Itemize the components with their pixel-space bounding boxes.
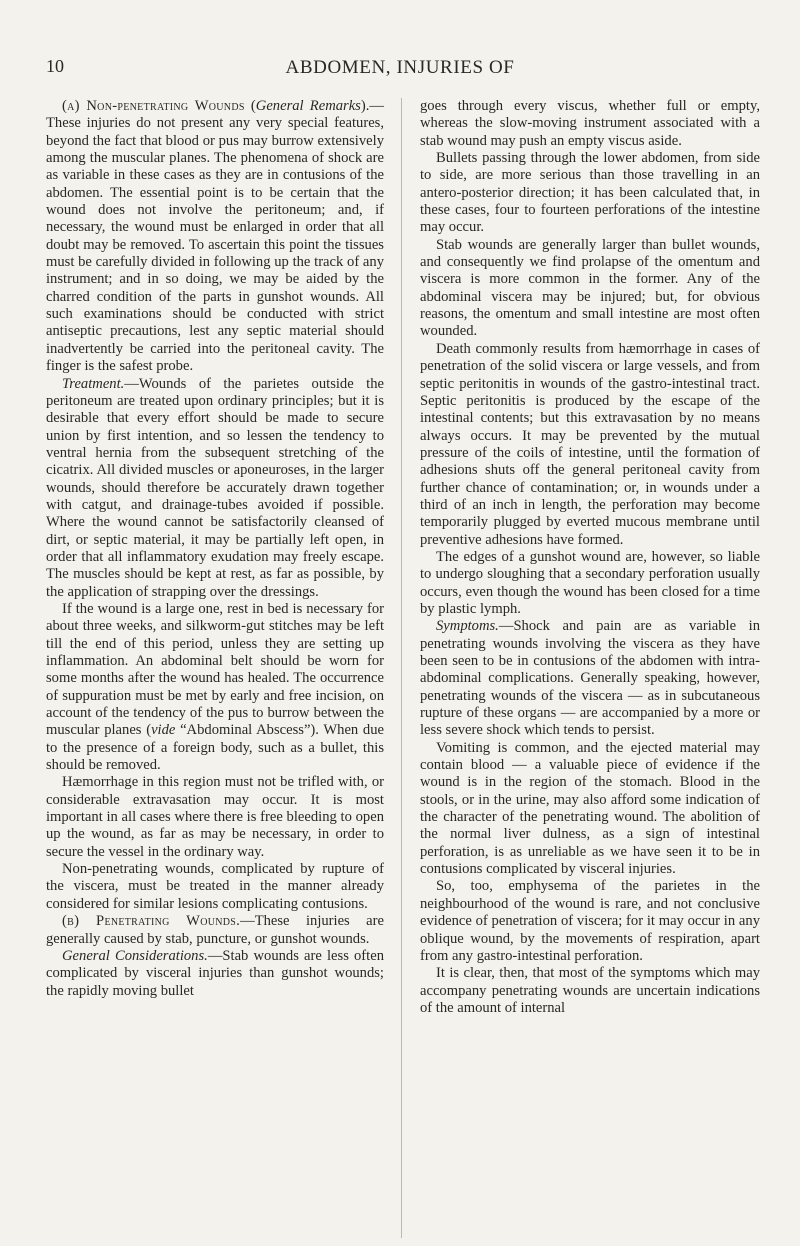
paragraph-general-considerations [46,948,384,1000]
paragraph-death: Death commonly results from hæmorrhage in cases of penetration of the solid viscera or large vessels, and from septic peritonitis in wounds of the gastro-intestinal tract. Septic peritonitis is produced by the escape of the intestinal contents; but this extravasation by no means always occurs. It may be prevented by the mutual pressure of the coils of intestine, until the formation of adhesions shuts off the general peritoneal cavity from further chance of contamination; or, in wounds under a third of an inch in length, the perforation may become temporarily plugged by everted mucous membrane until preventive adhesions have formed. [420,340,760,548]
paragraph-emphysema: So, too, emphysema of the parietes in the neighbourhood of the wound is rare, and not conclusive evidence of penetration of viscera; for it may occur in any oblique wound, by the movements of respiration, apart from any gastro-intestinal perforation. [420,878,760,964]
paragraph-text: —Wounds of the parietes outside the peritoneum are treated upon ordinary principles; but it is desirable that every effort should be made to secure union by first intention, and so lessen the tendency to ventral hernia from the subsequent stretching of the cicatrix. All divided muscles or aponeuroses, in the larger wounds, should therefore be accurately drawn together with catgut, and drainage-tubes avoided if possible. Where the wound cannot be satisfactorily cleansed of dirt, or septic material, it may be partially left open, in order that all inflammatory exudation may freely escape. The muscles should be kept at rest, as far as possible, by the application of strapping over the dressings. [46,375,384,600]
subheading: General Remarks [255,98,361,114]
section-heading: (b) Penetrating Wounds. [62,913,241,930]
paragraph-treatment [46,376,384,601]
paragraph-vomiting: Vomiting is common, and the ejected material may contain blood — a valuable piece of evidence if the wound is in the region of the stomach. Blood in the stools, or in the urine, may also afford some indication of the character of the penetrating wound. The abolition of the normal liver dulness, as a sign of intestinal perforation, is as unreliable as we have seen it to be in contusions complicated by visceral injuries. [420,739,760,878]
paren: ( [244,98,256,114]
running-title: ABDOMEN, INJURIES OF [285,57,515,78]
paragraph-conclusion: It is clear, then, that most of the symptoms which may accompany penetrating wounds are uncertain indications of the amount of internal [420,965,760,1016]
paragraph-bullets: Bullets passing through the lower abdomen, from side to side, are more serious than those travelling in an antero-posterior direction; it has been calculated that, in these cases, four to fourteen perforations of the intestine may occur. [420,150,760,236]
paragraph-symptoms [420,618,760,739]
paragraph-complicated-wounds: Non-penetrating wounds, complicated by rupture of the viscera, must be treated in the manner already considered for similar lesions complicating contusions. [46,861,384,912]
paren: ). [360,98,370,114]
section-heading: (a) Non-penetrating Wounds [62,98,245,114]
paragraph-text: —Stab wounds are less often complicated by visceral injuries than gunshot wounds; the rapidly moving bullet [46,947,384,999]
paragraph-penetrating-wounds [46,913,384,948]
column-divider [401,98,402,1238]
paragraph-text: —These injuries do not present any very special features, beyond the fact that blood or pus may burrow extensively among the muscular planes. The phenomena of shock are as variable in these cases as they are in contusions of the abdomen. The essential point is to be certain that the wound does not involve the peritoneum; and, if necessary, the wound must be enlarged in order that all doubt may be removed. To ascertain this point the tissues must be carefully divided in following up the track of any instrument; and in so doing, we may be aided by the charred condition of the parts in gunshot wounds. All such examinations should be conducted with strict antiseptic precautions, lest any septic material should inadvertently be carried into the peritoneal cavity. The finger is the safest probe. [46,98,384,375]
paragraph-stab-wounds: Stab wounds are generally larger than bullet wounds, and consequently we find prolapse of the omentum and viscera is more common in the former. Any of the abdominal viscera may be injured; but, for obvious reasons, the omentum and small intestine are most often wounded. [420,236,760,340]
right-column [420,98,760,1017]
paragraph-text: “Abdominal Abscess”). When due to the presence of a foreign body, such as a bullet, this should be removed. [46,722,385,774]
paragraph-text: If the wound is a large one, rest in bed is necessary for about three weeks, and silkworm-gut stitches may be left till the end of this period, unless they are setting up inflammation. An abdominal belt should be worn for some months after the wound has healed. The occurrence of suppuration must be met by early and free incision, on account of the tendency of the pus to burrow between the muscular planes ( [46,600,384,739]
paragraph-text: —Shock and pain are as variable in penetrating wounds involving the viscera as they have been seen to be in contusions of the abdomen with intra-abdominal complications. Generally speaking, however, penetrating wounds of the viscera — as in subcutaneous rupture of these organs — are accompanied by a more or less severe shock which tends to persist. [420,618,760,739]
left-column [46,98,384,1000]
paragraph-haemorrhage: Hæmorrhage in this region must not be trifled with, or considerable extravasation may occur. It is most important in all cases where there is free bleeding to open up the wound, as far as may be necessary, in order to secure the vessel in the ordinary way. [46,774,384,860]
subheading: Treatment. [62,375,125,392]
page-number: 10 [46,56,64,76]
vide-reference: vide [151,722,176,739]
paragraph-non-penetrating-wounds [46,98,384,376]
paragraph-gunshot-edges: The edges of a gunshot wound are, however, so liable to undergo sloughing that a secondary perforation usually occurs, even though the wound has been closed for a time by plastic lymph. [420,548,760,617]
subheading: General Considerations. [62,947,208,964]
paragraph-text: —These injuries are generally caused by stab, puncture, or gunshot wounds. [46,913,384,947]
subheading: Symptoms. [436,618,499,635]
paragraph-rest-in-bed [46,601,384,774]
paragraph-continuation: goes through every viscus, whether full or empty, whereas the slow-moving instrument associated with a stab wound may push an empty viscus aside. [420,98,760,149]
